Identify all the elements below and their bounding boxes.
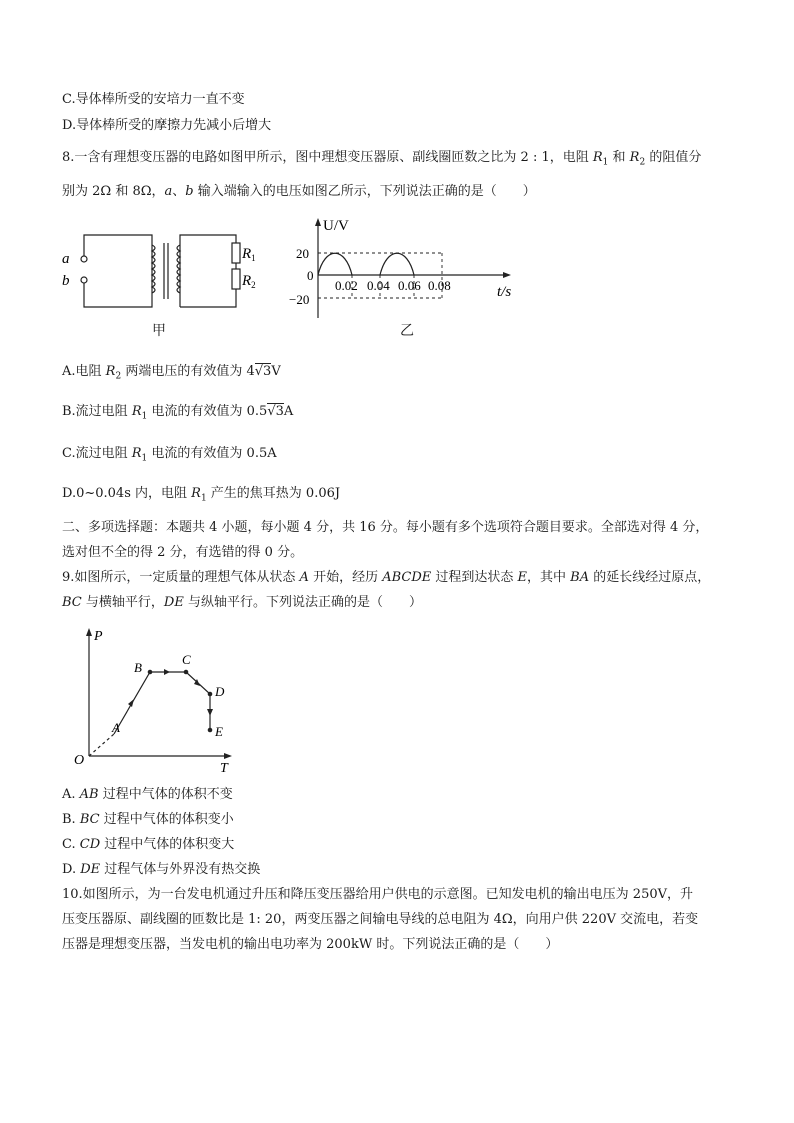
- p-axis-label: P: [94, 629, 103, 644]
- voltage-waveform-graph: [285, 218, 535, 323]
- q9-stem-line2: BC 与横轴平行，DE 与纵轴平行。下列说法正确的是（ ）: [62, 595, 422, 610]
- y-axis-label: U/V: [323, 218, 349, 234]
- pressure-temperature-graph: [72, 624, 242, 776]
- origin-label: O: [74, 753, 85, 768]
- q9-option-a: A. AB 过程中气体的体积不变: [62, 787, 233, 802]
- x-tick-006: 0.06: [398, 278, 421, 293]
- x-tick-004: 0.04: [367, 278, 390, 293]
- q8-option-b: B.流过电阻 $R_1$ 电流的有效值为 0.5√3A: [62, 404, 294, 422]
- section2-instructions-line1: 二、多项选择题：本题共 4 小题，每小题 4 分，共 16 分。每小题有多个选项符合题目要求。全部选对得 4 分，: [62, 520, 709, 535]
- y-tick-neg20: −20: [289, 292, 310, 307]
- q9-option-b: B. BC 过程中气体的体积变小: [62, 812, 234, 827]
- q8-option-c: C.流过电阻 $R_1$ 电流的有效值为 0.5A: [62, 446, 277, 464]
- q8-stem-line1: 8.一含有理想变压器的电路如图甲所示，图中理想变压器原、副线圈匝数之比为 2 : 1，电阻 $R_1$ 和 $R_2$ 的阻值分: [62, 150, 702, 168]
- figure-yi-caption: 乙: [400, 323, 414, 339]
- y-tick-20: 20: [296, 246, 309, 261]
- terminal-a-label: a: [62, 251, 70, 267]
- q7-option-d: D.导体棒所受的摩擦力先减小后增大: [62, 118, 272, 133]
- terminal-b-label: b: [62, 273, 70, 289]
- q10-stem-line1: 10.如图所示，为一台发电机通过升压和降压变压器给用户供电的示意图。已知发电机的输出电压为 250V，升: [62, 887, 694, 902]
- y-tick-0: 0: [307, 268, 314, 283]
- point-d-label: D: [215, 684, 225, 699]
- r2-label: $R_2$: [242, 273, 256, 290]
- point-c-label: C: [182, 652, 191, 667]
- q10-stem-line2: 压变压器原、副线圈的匝数比是 1: 20，两变压器之间输电导线的总电阻为 4Ω，向用户供 220V 交流电，若变: [62, 912, 699, 927]
- point-a-label: A: [112, 720, 120, 735]
- x-axis-label: t/s: [497, 284, 512, 300]
- q8-stem-line2: 别为 2Ω 和 8Ω，a、b 输入端输入的电压如图乙所示，下列说法正确的是（ ）: [62, 184, 536, 199]
- x-tick-002: 0.02: [335, 278, 358, 293]
- point-e-label: E: [215, 724, 223, 739]
- q9-stem-line1: 9.如图所示，一定质量的理想气体从状态 A 开始，经历 ABCDE 过程到达状态 E，其中 BA 的延长线经过原点，: [62, 570, 711, 585]
- q10-stem-line3: 压器是理想变压器，当发电机的输出电功率为 200kW 时。下列说法正确的是（ ）: [62, 937, 559, 952]
- q8-option-d: D.0~0.04s 内，电阻 $R_1$ 产生的焦耳热为 0.06J: [62, 486, 341, 504]
- figure-jia-caption: 甲: [152, 323, 166, 339]
- q7-option-c: C.导体棒所受的安培力一直不变: [62, 92, 245, 107]
- r1-label: $R_1$: [242, 246, 256, 263]
- x-tick-008: 0.08: [428, 278, 451, 293]
- q9-option-c: C. CD 过程中气体的体积变大: [62, 837, 235, 852]
- t-axis-label: T: [220, 761, 228, 776]
- section2-instructions-line2: 选对但不全的得 2 分，有选错的得 0 分。: [62, 545, 304, 560]
- q8-option-a: A.电阻 $R_2$ 两端电压的有效值为 4√3V: [62, 364, 281, 382]
- point-b-label: B: [134, 660, 142, 675]
- q9-option-d: D. DE 过程气体与外界没有热交换: [62, 862, 261, 877]
